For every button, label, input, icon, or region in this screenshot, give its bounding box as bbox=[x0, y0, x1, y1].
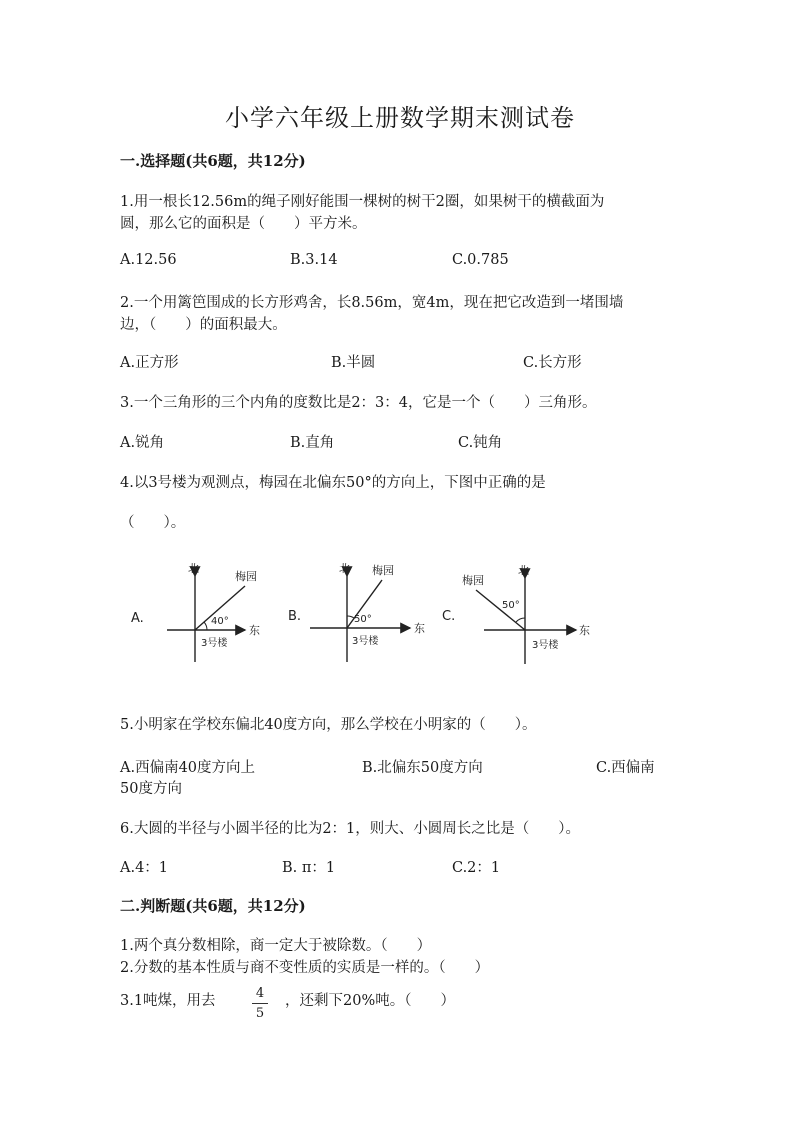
figure-b-angle-label: 50° bbox=[354, 614, 372, 625]
judge-q3-prefix: 3.1吨煤，用去 bbox=[120, 993, 216, 1009]
q5-option-c: C.西偏南 bbox=[596, 760, 655, 776]
figure-a-angle-arc bbox=[204, 622, 207, 630]
figure-c-target-label: 梅园 bbox=[462, 574, 484, 587]
q5-text: 5.小明家在学校东偏北40度方向，那么学校在小明家的（ ）。 bbox=[120, 717, 537, 733]
fraction-bar bbox=[252, 1003, 268, 1004]
q1-option-b: B.3.14 bbox=[290, 252, 338, 268]
q6-option-a: A.4：1 bbox=[120, 860, 169, 876]
page-title: 小学六年级上册数学期末测试卷 bbox=[225, 104, 575, 132]
q6-text: 6.大圆的半径与小圆半径的比为2：1，则大、小圆周长之比是（ ）。 bbox=[120, 821, 581, 837]
section1-heading: 一.选择题(共6题，共12分) bbox=[120, 152, 306, 170]
section2-heading: 二.判断题(共6题，共12分) bbox=[120, 897, 306, 915]
fraction-numerator: 4 bbox=[255, 986, 265, 1001]
q2-text-line1: 2.一个用篱笆围成的长方形鸡舍，长8.56m，宽4m，现在把它改造到一堵围墙 bbox=[120, 295, 624, 311]
q3-text: 3.一个三角形的三个内角的度数比是2：3：4，它是一个（ ）三角形。 bbox=[120, 395, 597, 411]
figure-a-angle-label: 40° bbox=[211, 616, 229, 627]
q2-option-a: A.正方形 bbox=[120, 355, 179, 371]
q6-option-c: C.2：1 bbox=[452, 860, 501, 876]
figure-c-label: C. bbox=[442, 609, 456, 624]
q5-option-c-continued: 50度方向 bbox=[120, 781, 182, 797]
figure-b-angle-arc bbox=[347, 616, 354, 618]
q5-option-b: B.北偏东50度方向 bbox=[362, 760, 483, 776]
figure-b-label: B. bbox=[288, 609, 302, 624]
figure-a-east-label: 东 bbox=[249, 624, 260, 637]
figure-b-north-label: 北 bbox=[339, 562, 350, 575]
q4-figure-a bbox=[125, 558, 275, 668]
q4-figure-c bbox=[436, 560, 596, 670]
q3-option-a: A.锐角 bbox=[120, 435, 165, 451]
judge-q2-text: 2.分数的基本性质与商不变性质的实质是一样的。（ ） bbox=[120, 960, 490, 976]
q4-text-line1: 4.以3号楼为观测点，梅园在北偏东50°的方向上，下图中正确的是 bbox=[120, 475, 546, 491]
q2-text-line2: 边，（ ）的面积最大。 bbox=[120, 317, 287, 333]
q1-option-c: C.0.785 bbox=[452, 252, 509, 268]
judge-q3-fraction bbox=[252, 985, 268, 1022]
figure-b-origin-label: 3号楼 bbox=[352, 636, 379, 647]
q6-option-b: B. π：1 bbox=[282, 860, 336, 876]
figure-b-east-label: 东 bbox=[414, 622, 425, 635]
figure-a-origin-label: 3号楼 bbox=[201, 638, 228, 649]
q4-text-line2: （ ）。 bbox=[120, 515, 186, 531]
figure-a-north-label: 北 bbox=[188, 562, 199, 575]
judge-q3-suffix: ，还剩下20%吨。（ ） bbox=[285, 993, 455, 1009]
figure-c-east-label: 东 bbox=[579, 624, 590, 637]
figure-a-target-label: 梅园 bbox=[235, 570, 257, 583]
q1-option-a: A.12.56 bbox=[120, 252, 177, 268]
figure-b-target-label: 梅园 bbox=[372, 564, 394, 577]
figure-c-angle-label: 50° bbox=[502, 600, 520, 611]
fraction-denominator: 5 bbox=[255, 1006, 265, 1021]
q2-option-c: C.长方形 bbox=[523, 355, 582, 371]
q3-option-c: C.钝角 bbox=[458, 435, 503, 451]
q2-option-b: B.半圆 bbox=[331, 355, 376, 371]
q3-option-b: B.直角 bbox=[290, 435, 335, 451]
q1-text-line1: 1.用一根长12.56m的绳子刚好能围一棵树的树干2圈，如果树干的横截面为 bbox=[120, 194, 605, 210]
figure-a-label: A. bbox=[131, 611, 144, 626]
q5-option-a: A.西偏南40度方向上 bbox=[120, 760, 256, 776]
figure-c-north-label: 北 bbox=[518, 564, 529, 577]
figure-c-angle-arc bbox=[516, 618, 525, 622]
figure-c-origin-label: 3号楼 bbox=[532, 640, 559, 651]
q4-figure-b bbox=[282, 558, 432, 668]
q1-text-line2: 圆，那么它的面积是（ ）平方米。 bbox=[120, 216, 367, 232]
judge-q1-text: 1.两个真分数相除，商一定大于被除数。（ ） bbox=[120, 938, 432, 954]
